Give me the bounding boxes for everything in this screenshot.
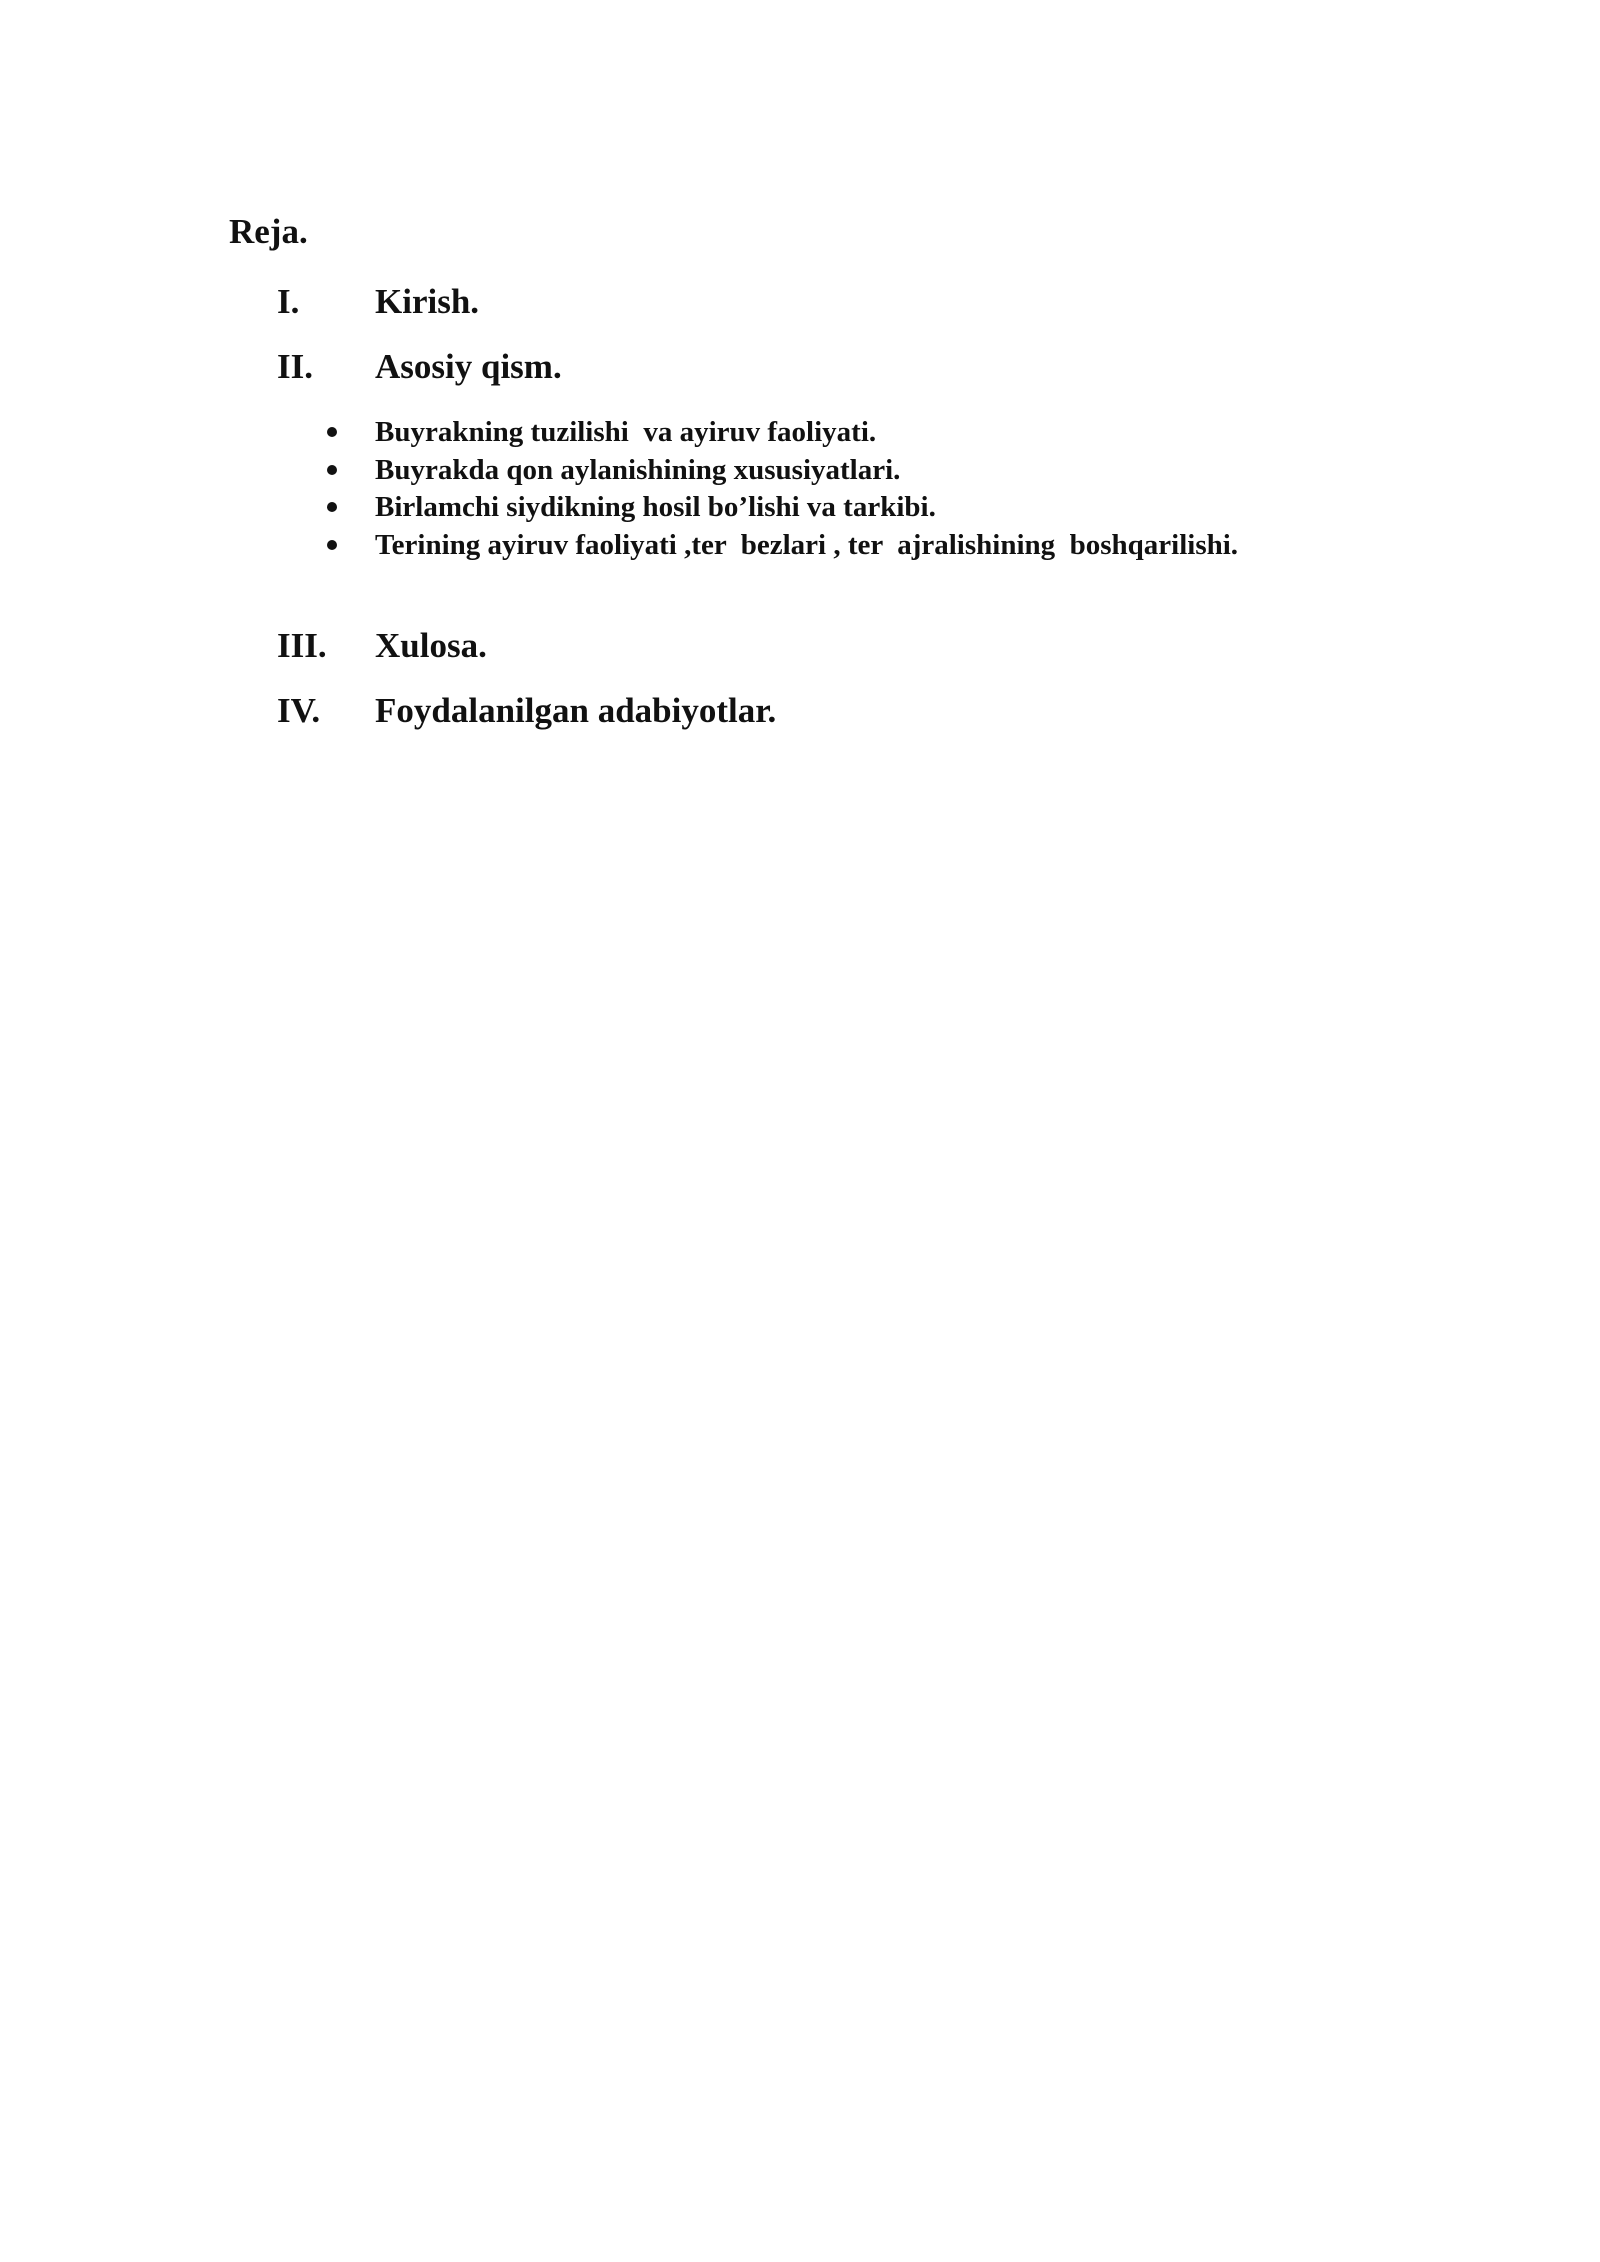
- section-item-1: [277, 284, 479, 319]
- list-item-text: Buyrakning tuzilishi va ayiruv faoliyati.: [375, 416, 877, 448]
- section-item-4: [277, 693, 776, 728]
- list-item: [325, 527, 1238, 565]
- section-numeral: II.: [277, 347, 313, 386]
- section-numeral: IV.: [277, 691, 321, 730]
- bullet-icon: [327, 502, 337, 512]
- list-item-text: Buyrakda qon aylanishining xususiyatlari.: [375, 453, 901, 486]
- list-item: [325, 489, 1238, 527]
- bullet-icon: [327, 540, 337, 550]
- section-label: Kirish.: [375, 282, 480, 321]
- bullet-icon: [327, 427, 337, 437]
- section-label: Xulosa.: [375, 626, 487, 665]
- subsection-list: [325, 414, 1238, 564]
- list-item-text: Terining ayiruv faoliyati ,ter bezlari , ter ajralishining boshqarilishi.: [375, 528, 1239, 561]
- section-label: Asosiy qism.: [375, 347, 562, 386]
- list-item-text: Birlamchi siydikning hosil bo’lishi va tarkibi.: [375, 491, 936, 523]
- section-numeral: I.: [277, 282, 300, 321]
- section-item-3: [277, 628, 487, 663]
- section-label: Foydalanilgan adabiyotlar.: [375, 691, 777, 730]
- section-item-2: [277, 349, 562, 384]
- section-numeral: III.: [277, 626, 327, 665]
- bullet-icon: [327, 465, 337, 475]
- list-item: [325, 414, 1238, 452]
- plan-heading: Reja.: [229, 212, 308, 251]
- list-item: [325, 452, 1238, 490]
